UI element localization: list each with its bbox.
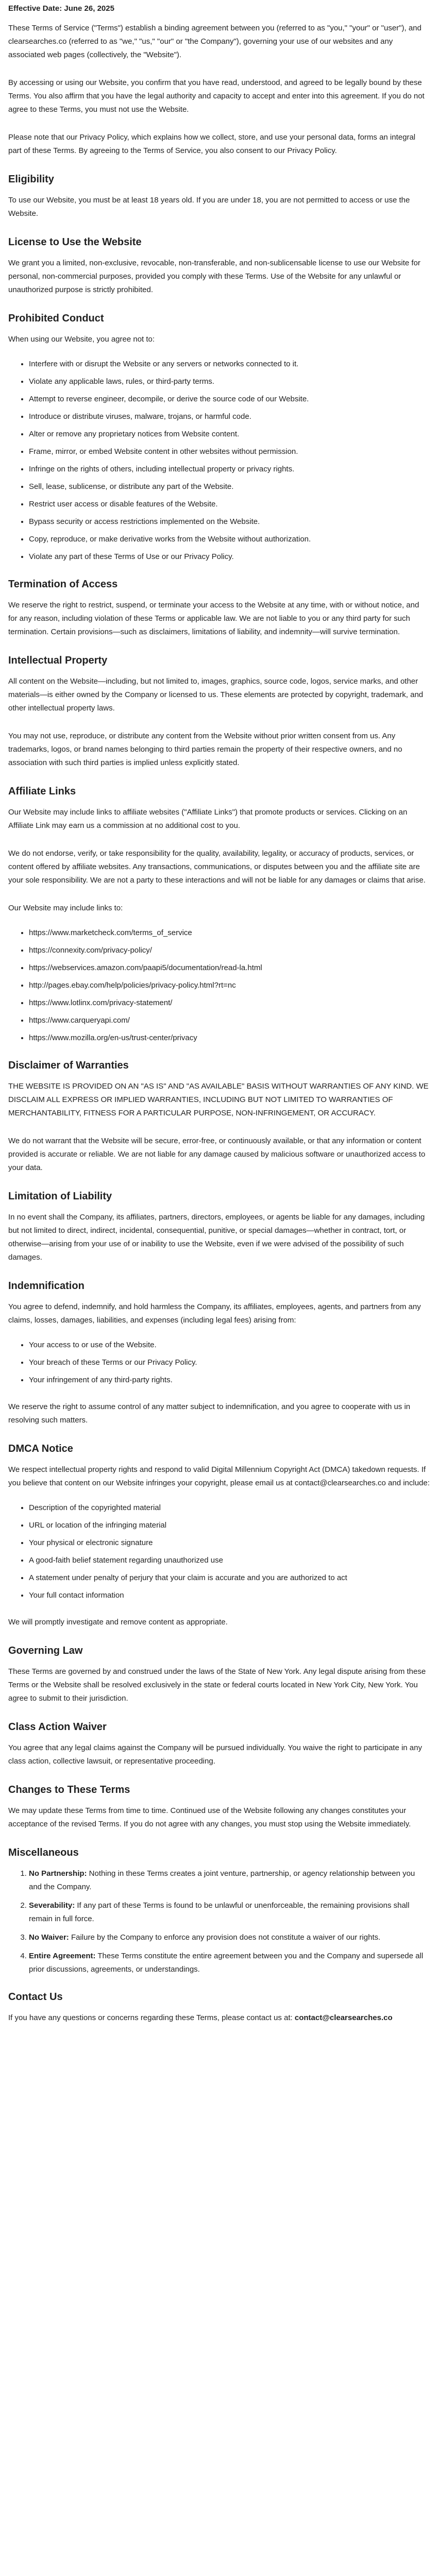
disclaimer-paragraph: THE WEBSITE IS PROVIDED ON AN "AS IS" AND "AS AVAILABLE" BASIS WITHOUT WARRANTIES OF ANY KIND. WE DISCLAIM ALL EXPRESS OR IMPLIED WARRANTIES, INCLUDING BUT NOT LIMITED TO WARRANTIES OF MERCHANTABILITY, FITNESS FOR A PARTICULAR PURPOSE, NON-INFRINGEMENT, OR ACCURACY. [8,1082,429,1117]
indemnification-lead: You agree to defend, indemnify, and hold harmless the Company, its affiliates, employees, agents, and partners from any claims, losses, damages, liabilities, and expenses (including legal fees) arising from: [8,1302,421,1325]
misc-item-text: Failure by the Company to enforce any provision does not constitute a waiver of our rights. [69,1933,381,1942]
section-heading-governing-law: Governing Law [8,1645,83,1656]
list-item: • Description of the copyrighted material [29,1501,430,1515]
list-item: • Bypass security or access restrictions implemented on the Website. [29,515,430,529]
misc-item-text: These Terms constitute the entire agreement between you and the Company and supersede all prior discussions, agreements, or understandings. [29,1952,424,1974]
section-heading-class-action: Class Action Waiver [8,1721,107,1733]
list-item [29,1899,430,1926]
limitation-text: In no event shall the Company, its affiliates, partners, directors, employees, or agents be liable for any damages, including but not limited to direct, indirect, incidental, consequential, punitive, or special damages—whether in contract, tort, or otherwise—arising from your use of or inability to use the Website, even if we were advised of the possibility of such damages. [8,1213,425,1262]
disclaimer-paragraph: We do not warrant that the Website will be secure, error-free, or continuously available, or that any information or content provided is accurate or reliable. We are not liable for any damage caused by malicious software or unauthorized access to your data. [8,1137,426,1172]
list-item: • Copy, reproduce, or make derivative works from the Website without authorization. [29,533,430,546]
contact-text [8,2011,430,2025]
classaction-text: You agree that any legal claims against the Company will be pursued individually. You waive the right to participate in any class action, collective lawsuit, or representative proceeding. [8,1743,422,1766]
misc-item-text: Nothing in these Terms creates a joint venture, partnership, or agency relationship between you and the Company. [29,1869,415,1891]
section-heading-contact: Contact Us [8,1991,63,2003]
intro-paragraph: Please note that our Privacy Policy, which explains how we collect, store, and use your personal data, forms an integral part of these Terms. By agreeing to the Terms of Service, you also consent to our Privacy Policy. [8,133,416,155]
misc-item-label: Entire Agreement: [29,1952,96,1960]
affiliate-link: • https://www.lotlinx.com/privacy-statement/ [29,996,430,1010]
list-item: • Your physical or electronic signature [29,1536,430,1550]
list-item: • A good-faith belief statement regarding unauthorized use [29,1554,430,1567]
list-item: • Interfere with or disrupt the Website or any servers or networks connected to it. [29,358,430,371]
indemnification-list [8,1338,430,1387]
list-item: • URL or location of the infringing material [29,1519,430,1532]
affiliate-links-lead: Our Website may include links to: [8,904,123,912]
changes-text: We may update these Terms from time to time. Continued use of the Website following any changes constitutes your acceptance of the revised Terms. If you do not agree with any changes, you must stop using the Website immediately. [8,1806,411,1828]
intro-paragraph: These Terms of Service ("Terms") establish a binding agreement between you (referred to as "you," "your" or "user"), and clearsearches.co (referred to as "we," "us," "our" or "the Company"), governing your use of our websites and any associated web pages (collectively, the "Website"). [8,24,422,59]
affiliate-link: • https://www.marketcheck.com/terms_of_service [29,926,430,940]
intro-paragraph: By accessing or using our Website, you confirm that you have read, understood, and agreed to be legally bound by these Terms. You also affirm that you have the legal authority and capacity to accept and enter into this agreement. If you do not agree to these Terms, you must not use the Website. [8,78,425,114]
eligibility-text: To use our Website, you must be at least 18 years old. If you are under 18, you are not permitted to access or use the Website. [8,196,410,218]
ip-paragraph: You may not use, reproduce, or distribute any content from the Website without prior written consent from us. Any trademarks, logos, or brand names belonging to third parties remain the property of their respective owners, and no association with such third parties is implied unless explicitly stated. [8,732,402,767]
affiliate-link: • https://webservices.amazon.com/paapi5/documentation/read-la.html [29,961,430,975]
prohibited-list [8,358,430,564]
misc-item-label: Severability: [29,1901,75,1910]
terms-document [0,2,438,2033]
list-item: • Your access to or use of the Website. [29,1338,430,1352]
prohibited-lead: When using our Website, you agree not to: [8,335,155,344]
affiliate-link: • https://www.mozilla.org/en-us/trust-center/privacy [29,1031,430,1045]
section-heading-limitation: Limitation of Liability [8,1191,112,1202]
list-item: • Your full contact information [29,1589,430,1602]
list-item: • Restrict user access or disable features of the Website. [29,498,430,511]
affiliate-link: • https://connexity.com/privacy-policy/ [29,944,430,957]
termination-text: We reserve the right to restrict, suspend, or terminate your access to the Website at any time, with or without notice, and for any reason, including violation of these Terms or applicable law. We are not liable to you or any third party for such termination. Certain provisions—such as disclaimers, limitations of liability, and indemnity—will survive termination. [8,601,419,636]
indemnification-after: We reserve the right to assume control of any matter subject to indemnification, and you agree to cooperate with us in resolving such matters. [8,1402,411,1425]
list-item: • Violate any part of these Terms of Use or our Privacy Policy. [29,550,430,564]
section-heading-disclaimer: Disclaimer of Warranties [8,1060,129,1071]
dmca-list [8,1501,430,1602]
dmca-after: We will promptly investigate and remove content as appropriate. [8,1618,228,1626]
effective-date [8,2,430,15]
affiliate-paragraph: Our Website may include links to affiliate websites ("Affiliate Links") that promote products or services. Clicking on an Affiliate Link may earn us a commission at no additional cost to you. [8,808,408,830]
list-item: • A statement under penalty of perjury that your claim is accurate and you are authorized to act [29,1571,430,1585]
list-item: • Infringe on the rights of others, including intellectual property or privacy rights. [29,463,430,476]
list-item: • Introduce or distribute viruses, malware, trojans, or harmful code. [29,410,430,423]
dmca-lead: We respect intellectual property rights and respond to valid Digital Millennium Copyright Act (DMCA) takedown requests. If you believe that content on our Website infringes your copyright, please email us at contact@clearsearches.co and include: [8,1465,430,1487]
section-heading-changes: Changes to These Terms [8,1784,130,1795]
list-item: • Alter or remove any proprietary notices from Website content. [29,428,430,441]
list-item: • Sell, lease, sublicense, or distribute any part of the Website. [29,480,430,494]
misc-item-label: No Partnership: [29,1869,87,1878]
contact-email: contact@clearsearches.co [294,2013,393,2022]
section-heading-affiliate-links: Affiliate Links [8,786,76,797]
list-item [29,1931,430,1944]
affiliate-link: • https://www.carqueryapi.com/ [29,1014,430,1027]
list-item: • Attempt to reverse engineer, decompile, or derive the source code of our Website. [29,393,430,406]
section-heading-miscellaneous: Miscellaneous [8,1847,79,1858]
list-item: • Violate any applicable laws, rules, or third-party terms. [29,375,430,388]
ip-paragraph: All content on the Website—including, but not limited to, images, graphics, source code, logos, service marks, and other materials—is either owned by the Company or licensed to us. These elements are protected by copyright, trademark, and other intellectual property laws. [8,677,424,713]
list-item [29,1867,430,1894]
list-item [29,1950,430,1976]
list-item: • Your infringement of any third-party rights. [29,1374,430,1387]
list-item: • Your breach of these Terms or our Privacy Policy. [29,1356,430,1369]
governing-text: These Terms are governed by and construed under the laws of the State of New York. Any legal dispute arising from these Terms or the Website shall be resolved exclusively in the state or federal courts located in New York City, New York. You agree to submit to their jurisdiction. [8,1667,426,1703]
section-heading-dmca: DMCA Notice [8,1443,73,1454]
misc-list [8,1867,430,1976]
contact-lead: If you have any questions or concerns regarding these Terms, please contact us at: [8,2013,293,2022]
misc-item-label: No Waiver: [29,1933,69,1942]
affiliate-link: • http://pages.ebay.com/help/policies/privacy-policy.html?rt=nc [29,979,430,992]
section-heading-intellectual-property: Intellectual Property [8,655,108,666]
effective-date-value: June 26, 2025 [64,4,114,13]
effective-date-label: Effective Date: [8,4,62,13]
misc-item-text: If any part of these Terms is found to be unlawful or unenforceable, the remaining provisions shall remain in full force. [29,1901,410,1923]
affiliate-links-list [8,926,430,1045]
license-text: We grant you a limited, non-exclusive, revocable, non-transferable, and non-sublicensable license to use our Website for personal, non-commercial purposes, provided you comply with these Terms. Use of the Website for any unlawful or unauthorized purpose is strictly prohibited. [8,259,420,294]
list-item: • Frame, mirror, or embed Website content in other websites without permission. [29,445,430,459]
affiliate-paragraph: We do not endorse, verify, or take responsibility for the quality, availability, legality, or accuracy of products, services, or content offered by affiliate websites. Any transactions, communications, or disputes between you and the affiliate site are your sole responsibility. We are not a party to these interactions and will not be liable for any damages or claims that arise. [8,849,426,885]
section-heading-license: License to Use the Website [8,236,142,248]
section-heading-prohibited-conduct: Prohibited Conduct [8,313,104,324]
section-heading-eligibility: Eligibility [8,174,54,185]
section-heading-termination: Termination of Access [8,579,118,590]
section-heading-indemnification: Indemnification [8,1280,85,1292]
